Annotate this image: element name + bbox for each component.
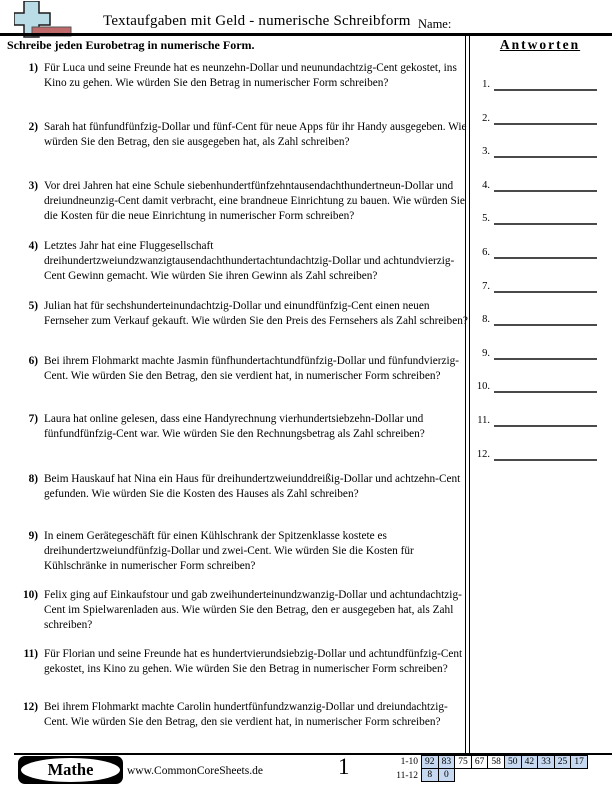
answer-blank-line[interactable] — [494, 190, 597, 192]
problem-item — [14, 299, 468, 329]
problem-number: 2) — [28, 121, 38, 133]
answer-row — [470, 212, 612, 225]
problem-text: Laura hat online gelesen, dass eine Handyrechnung vierhundertsiebzehn-Dollar und fünfundfünfzig-Cent war. Wie würden Sie den Rechnungsbetrag als Zahl schreiben? — [44, 413, 425, 441]
problem-item — [14, 239, 468, 285]
problem-item — [14, 120, 468, 150]
problem-text: Für Florian und seine Freunde hat es hundertvierundsiebzig-Dollar und achtundfünfzig-Cent gekostet, ins Kino zu gehen. Wie würden Sie den Betrag in numerischer Form schreiben? — [44, 648, 463, 676]
problem-item — [14, 412, 468, 442]
problem-item — [14, 700, 468, 730]
answers-heading: Antworten — [499, 37, 581, 52]
problem-number: 8) — [28, 473, 38, 485]
problem-number: 5) — [28, 300, 38, 312]
answer-number: 12. — [476, 449, 490, 460]
problem-item — [14, 61, 468, 91]
problem-text: Bei ihrem Flohmarkt machte Jasmin fünfhundertachtundfünfzig-Dollar und fünfundvierzig-Cent. Wie würden Sie den Betrag, den sie verdient hat, in numerischer Form schreiben? — [44, 355, 460, 383]
problem-item — [14, 354, 468, 384]
answer-number: 5. — [482, 213, 490, 224]
problem-text: Für Luca und seine Freunde hat es neunzehn-Dollar und neunundachtzig-Cent gekostet, ins Kino zu gehen. Wie würden Sie den Betrag in numerischer Form schreiben? — [44, 62, 457, 90]
answer-number: 1. — [482, 79, 490, 90]
answer-blank-line[interactable] — [494, 425, 597, 427]
problem-number: 3) — [28, 180, 38, 192]
answer-number: 4. — [482, 180, 490, 191]
score-cell: 0 — [438, 768, 456, 782]
problem-number: 11) — [23, 648, 38, 660]
answer-number: 3. — [482, 146, 490, 157]
score-cell: 58 — [487, 755, 505, 769]
problem-text: Vor drei Jahren hat eine Schule siebenhundertfünfzehntausendachthundertneun-Dollar und dreiundneunzig-Cent damit verbracht, eine brandneue Einrichtung zu bauen. Wie würden Sie die Kosten für die neue Einrichtung in numerischer Form schreiben? — [44, 180, 465, 223]
answer-row — [470, 347, 612, 360]
answer-number: 9. — [482, 348, 490, 359]
problem-number: 4) — [28, 240, 38, 252]
problem-text: In einem Gerätegeschäft für einen Kühlschrank der Spitzenklasse kostete es dreihundertzweiundfünfzig-Dollar und zwei-Cent. Wie würden Sie die Kosten für Kühlschränke in numerischer Form schreiben? — [44, 530, 414, 573]
website-url: www.CommonCoreSheets.de — [127, 765, 263, 777]
answer-number: 8. — [482, 314, 490, 325]
problem-number: 10) — [22, 589, 38, 601]
answer-row — [470, 280, 612, 293]
score-cell: 8 — [421, 768, 439, 782]
score-cell: 75 — [454, 755, 472, 769]
score-cell: 83 — [438, 755, 456, 769]
answer-number: 11. — [477, 415, 490, 426]
score-cell: 92 — [421, 755, 439, 769]
header-divider — [0, 33, 612, 36]
answer-row — [470, 380, 612, 393]
problem-item — [14, 179, 468, 225]
score-row — [421, 768, 455, 782]
answer-blank-line[interactable] — [494, 257, 597, 259]
name-label: Name: — [418, 17, 452, 31]
answer-number: 7. — [482, 281, 490, 292]
page-title: Textaufgaben mit Geld - numerische Schreibform — [103, 13, 411, 29]
page-number: 1 — [338, 754, 350, 779]
subject-badge-label: Mathe — [21, 758, 120, 782]
answer-row — [470, 179, 612, 192]
problem-item — [14, 472, 468, 502]
score-cell: 25 — [554, 755, 572, 769]
answer-blank-line[interactable] — [494, 324, 597, 326]
answer-blank-line[interactable] — [494, 459, 597, 461]
score-cell: 33 — [537, 755, 555, 769]
problem-number: 7) — [28, 413, 38, 425]
answer-blank-line[interactable] — [494, 291, 597, 293]
answer-number: 2. — [482, 113, 490, 124]
problem-number: 9) — [28, 530, 38, 542]
answer-row — [470, 112, 612, 125]
answer-number: 10. — [476, 381, 490, 392]
answer-blank-line[interactable] — [494, 358, 597, 360]
score-cell: 17 — [570, 755, 588, 769]
problem-number: 6) — [28, 355, 38, 367]
instruction-text: Schreibe jeden Eurobetrag in numerische Form. — [7, 38, 255, 52]
answer-blank-line[interactable] — [494, 156, 597, 158]
answer-blank-line[interactable] — [494, 391, 597, 393]
score-row — [421, 755, 588, 769]
problem-item — [14, 588, 468, 634]
answer-row — [470, 313, 612, 326]
answer-row — [470, 414, 612, 427]
problem-text: Julian hat für sechshunderteinundachtzig-Dollar und einundfünfzig-Cent einen neuen Fernseher zum Verkauf gekauft. Wie würden Sie den Preis des Fernsehers als Zahl schreiben? — [44, 300, 468, 328]
score-range-label: 1-10 — [400, 757, 418, 767]
subject-badge — [18, 756, 123, 784]
problem-text: Bei ihrem Flohmarkt machte Carolin hundertfünfundzwanzig-Dollar und dreiundachtzig-Cent. Wie würden Sie den Betrag, den sie verdient hat, in numerischer Form schreiben? — [44, 701, 448, 729]
problem-text: Felix ging auf Einkaufstour und gab zweihunderteinundzwanzig-Dollar und achtundachtzig-Cent im Spielwarenladen aus. Wie würden Sie den Betrag, den er ausgegeben hat, als Zahl schreiben? — [44, 589, 462, 632]
score-cell: 42 — [521, 755, 539, 769]
answer-blank-line[interactable] — [494, 223, 597, 225]
problem-item — [14, 529, 468, 575]
problem-item — [14, 647, 468, 677]
problem-number: 12) — [22, 701, 38, 713]
score-range-label: 11-12 — [396, 770, 418, 781]
answer-number: 6. — [482, 247, 490, 258]
problem-text: Letztes Jahr hat eine Fluggesellschaft dreihundertzweiundzwanzigtausendachthundertachtundachtzig-Dollar und achtundvierzig-Cent Gewinn gemacht. Wie würden Sie ihren Gewinn als Zahl schreiben? — [44, 240, 455, 283]
answer-blank-line[interactable] — [494, 89, 597, 91]
problem-text: Beim Hauskauf hat Nina ein Haus für dreihundertzweiunddreißig-Dollar und achtzehn-Cent gefunden. Wie würden Sie die Kosten des Hauses als Zahl schreiben? — [44, 473, 461, 501]
answer-blank-line[interactable] — [494, 123, 597, 125]
problem-text: Sarah hat fünfundfünfzig-Dollar und fünf-Cent für neue Apps für ihr Handy ausgegeben. Wie würden Sie den Betrag, den sie ausgegeben hat, als Zahl schreiben? — [44, 121, 467, 149]
answer-row — [470, 145, 612, 158]
problem-number: 1) — [28, 62, 38, 74]
answer-row — [470, 78, 612, 91]
answer-row — [470, 246, 612, 259]
answer-row — [470, 448, 612, 461]
score-cell: 50 — [504, 755, 522, 769]
score-cell: 67 — [471, 755, 489, 769]
